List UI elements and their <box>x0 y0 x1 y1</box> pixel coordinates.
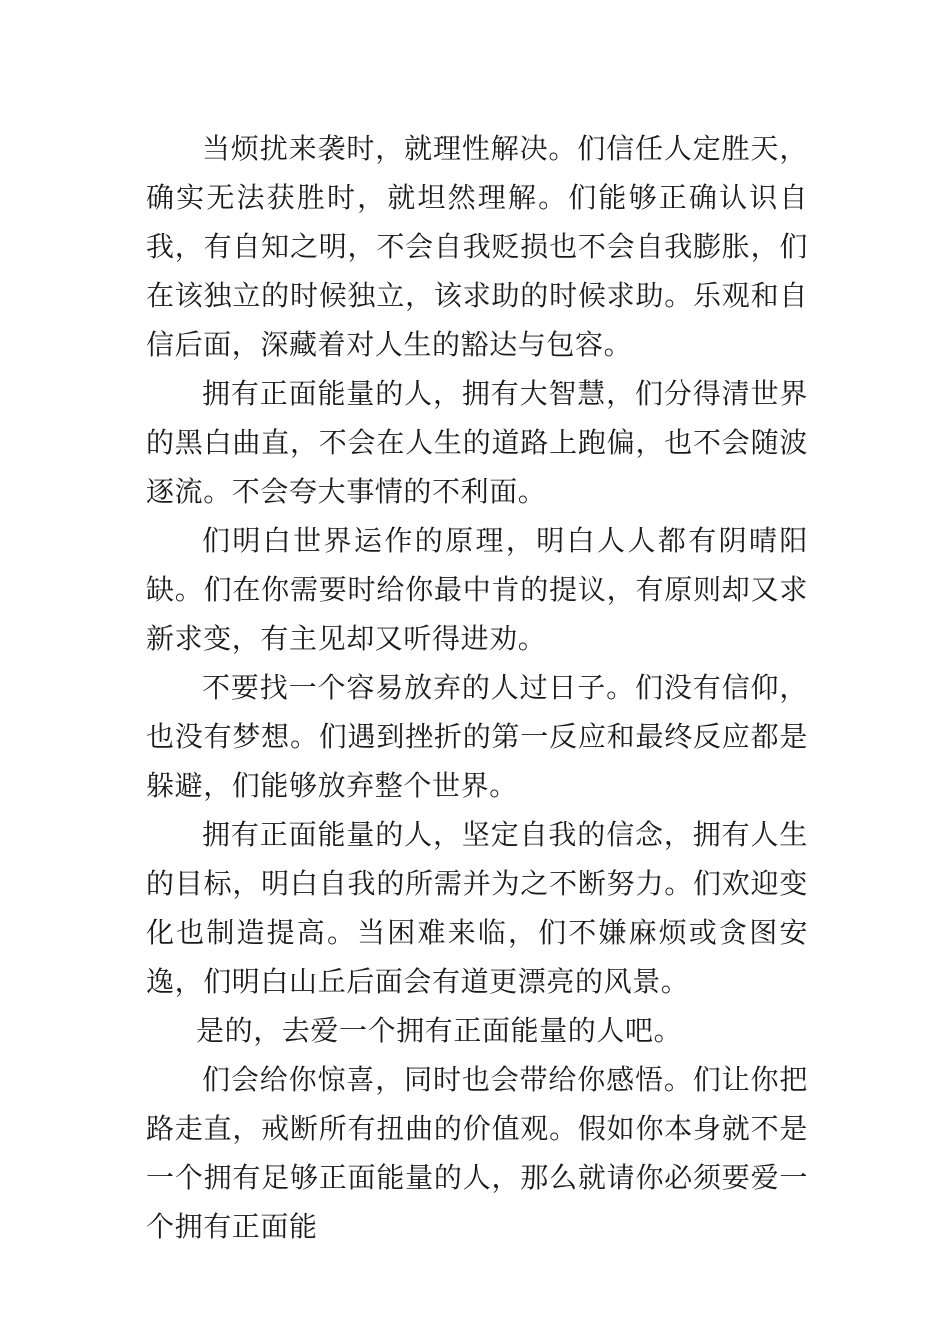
paragraph-7: 们会给你惊喜，同时也会带给你感悟。们让你把路走直，戒断所有扭曲的价值观。假如你本身就不是一个拥有足够正面能量的人，那么就请你必须要爱一个拥有正面能 <box>146 1063 808 1243</box>
paragraph-2: 拥有正面能量的人，拥有大智慧，们分得清世界的黑白曲直，不会在人生的道路上跑偏，也不会随波逐流。不会夸大事情的不利面。 <box>146 377 808 508</box>
paragraph-1: 当烦扰来袭时，就理性解决。们信任人定胜天，确实无法获胜时，就坦然理解。们能够正确认识自我，有自知之明，不会自我贬损也不会自我膨胀，们在该独立的时候独立，该求助的时候求助。乐观和自信后面，深藏着对人生的豁达与包容。 <box>146 132 808 361</box>
paragraph-3: 们明白世界运作的原理，明白人人都有阴晴阳缺。们在你需要时给你最中肯的提议，有原则却又求新求变，有主见却又听得进劝。 <box>146 524 808 655</box>
paragraph-5: 拥有正面能量的人，坚定自我的信念，拥有人生的目标，明白自我的所需并为之不断努力。们欢迎变化也制造提高。当困难来临，们不嫌麻烦或贪图安逸，们明白山丘后面会有道更漂亮的风景。 <box>146 818 808 998</box>
paragraph-6: 是的，去爱一个拥有正面能量的人吧。 <box>196 1014 683 1047</box>
paragraph-4: 不要找一个容易放弃的人过日子。们没有信仰，也没有梦想。们遇到挫折的第一反应和最终反应都是躲避，们能够放弃整个世界。 <box>146 671 808 802</box>
document-body <box>146 124 808 1251</box>
